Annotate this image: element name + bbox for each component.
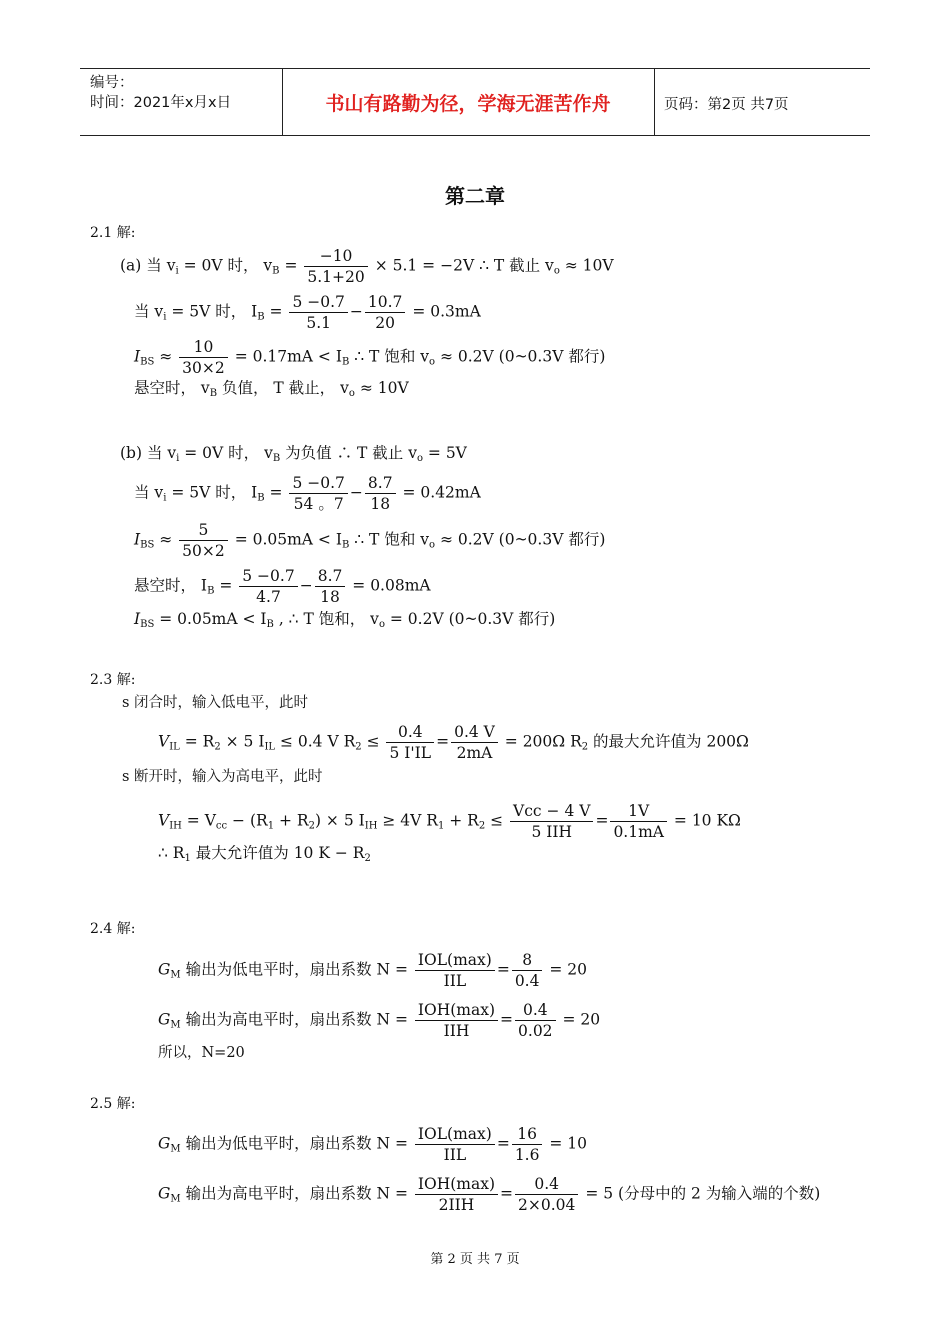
fraction: $\frac{5}{50\times 2}$ — [179, 520, 228, 561]
section-2-5-label: 2.5 解: — [90, 1096, 136, 1112]
fraction: $\frac{8}{0.4}$ — [512, 950, 543, 991]
equation-line: 悬空时， $v_B$ 负值， T 截止， $v_o \approx 10V$ — [134, 379, 409, 399]
fraction: $\frac{5 -0.7}{54 。7}$ — [289, 473, 347, 514]
fraction: $\frac{16}{1.6}$ — [512, 1124, 543, 1165]
fraction: $\frac{\text{IOL(max)}}{\text{IIL}}$ — [415, 1124, 495, 1165]
fraction: $\frac{\text{IOH(max)}}{\text{2IIH}}$ — [415, 1174, 498, 1215]
equation-line: (b) 当 $v_i = 0V$ 时， $v_B$ 为负值 ∴ T 截止 $v_o = 5V$ — [120, 444, 467, 464]
fraction: $\frac{8.7}{18}$ — [365, 473, 396, 514]
equation-line: $I_{BS}$ ≈ $\frac{10}{30\times 2}$ = $0.17mA < I_B$ ∴ T 饱和 $v_o \approx 0.2V$ (0~0.3V 都行) — [134, 338, 606, 377]
equation-line: 悬空时， $I_B$ = $\frac{5 -0.7}{4.7}$ − $\frac{8.7}{18}$ = 0.08mA — [134, 567, 431, 606]
equation-line: $G_M$ 输出为低电平时，扇出系数 N = $\frac{\text{IOL(max)}}{\text{IIL}}$ = $\frac{8}{0.4}$ = 20 — [158, 951, 588, 990]
fraction: $\frac{0.4 V}{2mA}$ — [451, 722, 498, 763]
header-divider — [654, 69, 655, 135]
text-line: 所以，N=20 — [158, 1045, 245, 1061]
fraction: $\frac{\text{IOH(max)}}{\text{IIH}}$ — [415, 1000, 498, 1041]
equation-line: (a) 当 $v_i = 0V$ 时， $v_B$ = $\frac{-10}{5.1+20}$ × 5.1 = −2V ∴ T 截止 $v_o \approx 10V$ — [120, 247, 614, 286]
equation-line: $G_M$ 输出为高电平时，扇出系数 N = $\frac{\text{IOH(max)}}{\text{2IIH}}$ = $\frac{0.4}{2\times 0.04}$ = 5 (分母中的 2 为输入端的个数) — [158, 1175, 821, 1214]
equation-line: 当 $v_i = 5V$ 时， $I_B$ = $\frac{5 -0.7}{5.1}$ − $\frac{10.7}{20}$ = 0.3mA — [134, 293, 481, 332]
equation-line: 当 $v_i = 5V$ 时， $I_B$ = $\frac{5 -0.7}{54 。7}$ − $\frac{8.7}{18}$ = 0.42mA — [134, 474, 481, 513]
fraction: $\frac{5 -0.7}{5.1}$ — [289, 292, 347, 333]
page-header — [80, 68, 870, 136]
fraction: $\frac{5 -0.7}{4.7}$ — [239, 566, 297, 607]
number-label: 编号： — [90, 75, 134, 91]
text-line: s 闭合时，输入低电平，此时 — [122, 695, 309, 711]
equation-line: $I_{BS} = 0.05mA < I_B$ , ∴ T 饱和， $v_o = 0.2V$ (0~0.3V 都行) — [134, 610, 556, 630]
equation-line: $V_{IH} = V_{cc} - (R_1 + R_2) \times 5$ $I_{IH} \ge 4V$ $R_1 + R_2$ ≤ $\frac{\text{Vcc − 4 V}}{\text{5 IIH}}$ = $\frac{1V}{0.1mA}$ = 10 KΩ — [158, 802, 741, 841]
equation-line: $V_{IL} = R_2 \times 5$ $I_{IL} \le 0.4$ V $R_2$ ≤ $\frac{0.4}{5 I'IL}$ = $\frac{0.4 V}{2mA}$ = 200Ω $R_2$ 的最大允许值为 200Ω — [158, 723, 749, 762]
page-info: 页码：第2页 共7页 — [664, 97, 789, 113]
equation-line: $G_M$ 输出为低电平时，扇出系数 N = $\frac{\text{IOL(max)}}{\text{IIL}}$ = $\frac{16}{1.6}$ = 10 — [158, 1125, 588, 1164]
fraction: $\frac{8.7}{18}$ — [315, 566, 346, 607]
text-line: s 断开时，输入为高电平，此时 — [122, 769, 323, 785]
date-label: 时间：2021年x月x日 — [90, 95, 232, 111]
fraction: $\frac{0.4}{0.02}$ — [515, 1000, 556, 1041]
fraction: $\frac{10}{30\times 2}$ — [179, 337, 228, 378]
fraction: $\frac{\text{Vcc − 4 V}}{\text{5 IIH}}$ — [510, 801, 593, 842]
section-2-3-label: 2.3 解: — [90, 672, 136, 688]
section-2-4-label: 2.4 解: — [90, 921, 136, 937]
equation-line: $I_{BS}$ ≈ $\frac{5}{50\times 2}$ = $0.05mA < I_B$ ∴ T 饱和 $v_o \approx 0.2V$ (0~0.3V 都行) — [134, 521, 606, 560]
fraction: $\frac{1V}{0.1mA}$ — [610, 801, 667, 842]
page-footer: 第 2 页 共 7 页 — [430, 1252, 520, 1267]
motto: 书山有路勤为径，学海无涯苦作舟 — [325, 93, 611, 115]
fraction: $\frac{0.4}{2\times 0.04}$ — [515, 1174, 578, 1215]
equation-line: ∴ $R_1$ 最大允许值为 10 $K - R_2$ — [158, 844, 371, 864]
fraction: $\frac{-10}{5.1+20}$ — [304, 246, 367, 287]
section-2-1-label: 2.1 解: — [90, 225, 136, 241]
header-left — [90, 73, 231, 113]
fraction: $\frac{10.7}{20}$ — [365, 292, 406, 333]
fraction: $\frac{\text{IOL(max)}}{\text{IIL}}$ — [415, 950, 495, 991]
fraction: $\frac{0.4}{5 I'IL}$ — [386, 722, 434, 763]
chapter-title: 第二章 — [445, 184, 505, 208]
equation-line: $G_M$ 输出为高电平时，扇出系数 N = $\frac{\text{IOH(max)}}{\text{IIH}}$ = $\frac{0.4}{0.02}$ = 20 — [158, 1001, 601, 1040]
